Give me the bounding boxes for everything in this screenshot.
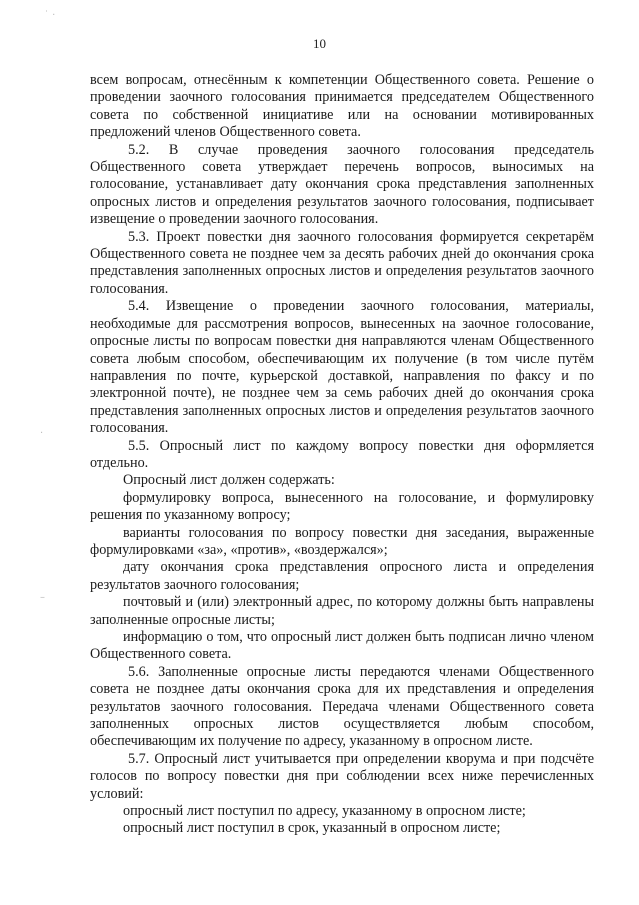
paragraph-5-7: 5.7. Опросный лист учитывается при определении кворума и при подсчёте голосов по вопросу повестки дня при соблюдении всех ниже перечисленных условий:: [90, 750, 594, 802]
list-item: опросный лист поступил в срок, указанный в опросном листе;: [123, 820, 501, 837]
paragraph: всем вопросам, отнесённым к компетенции Общественного совета. Решение о проведении заочного голосования принимается председателем Общественного совета по собственной инициативе или на основании мотивированных предложений членов Общественного совета.: [90, 72, 594, 141]
paragraph-5-5: 5.5. Опросный лист по каждому вопросу повестки дня оформляется отдельно.: [90, 437, 594, 471]
scan-mark: –: [40, 592, 45, 603]
list-intro: Опросный лист должен содержать:: [123, 472, 335, 489]
list-item: варианты голосования по вопросу повестки дня заседания, выраженные формулировками «за», «против», «воздержался»;: [90, 524, 594, 558]
paragraph-5-6: 5.6. Заполненные опросные листы передаются членами Общественного совета не позднее даты окончания срока для их представления и определения результатов заочного голосования. Передача членами Общественного совета заполненных опросных листов осуществляется любым способом, обеспечивающим их получение по адресу, указанному в опросном листе.: [90, 663, 594, 750]
paragraph-5-3: 5.3. Проект повестки дня заочного голосования формируется секретарём Общественного совета не позднее чем за десять рабочих дней до окончания срока представления заполненных опросных листов и определения результатов заочного голосования.: [90, 228, 594, 297]
list-item: формулировку вопроса, вынесенного на голосование, и формулировку решения по указанному вопросу;: [90, 489, 594, 524]
page-number: 10: [313, 36, 326, 51]
list-item: почтовый и (или) электронный адрес, по которому должны быть направлены заполненные опросные листы;: [90, 594, 594, 628]
scan-mark: ˙ ·: [44, 10, 56, 21]
scan-mark: ·: [40, 428, 44, 439]
paragraph-5-4: 5.4. Извещение о проведении заочного голосования, материалы, необходимые для рассмотрения вопросов, вынесенных на заочное голосование, опросные листы по вопросам повестки дня направляются членам Общественного совета любым способом, обеспечивающим их получение (в том числе путём направления по почте, курьерской доставкой, направления по факсу и по электронной почте), не позднее чем за семь рабочих дней до окончания срока представления заполненных опросных листов и определения результатов заочного голосования.: [90, 298, 594, 437]
list-item: дату окончания срока представления опросного листа и определения результатов заочного голосования;: [90, 559, 594, 593]
document-body: [90, 72, 594, 838]
list-item: опросный лист поступил по адресу, указанному в опросном листе;: [123, 803, 526, 820]
list-item: информацию о том, что опросный лист должен быть подписан лично членом Общественного совета.: [90, 629, 594, 663]
paragraph-5-2: 5.2. В случае проведения заочного голосования председатель Общественного совета утверждает перечень вопросов, выносимых на голосование, устанавливает дату окончания срока представления заполненных опросных листов и определения результатов заочного голосования, подписывает извещение о проведении заочного голосования.: [90, 141, 594, 228]
